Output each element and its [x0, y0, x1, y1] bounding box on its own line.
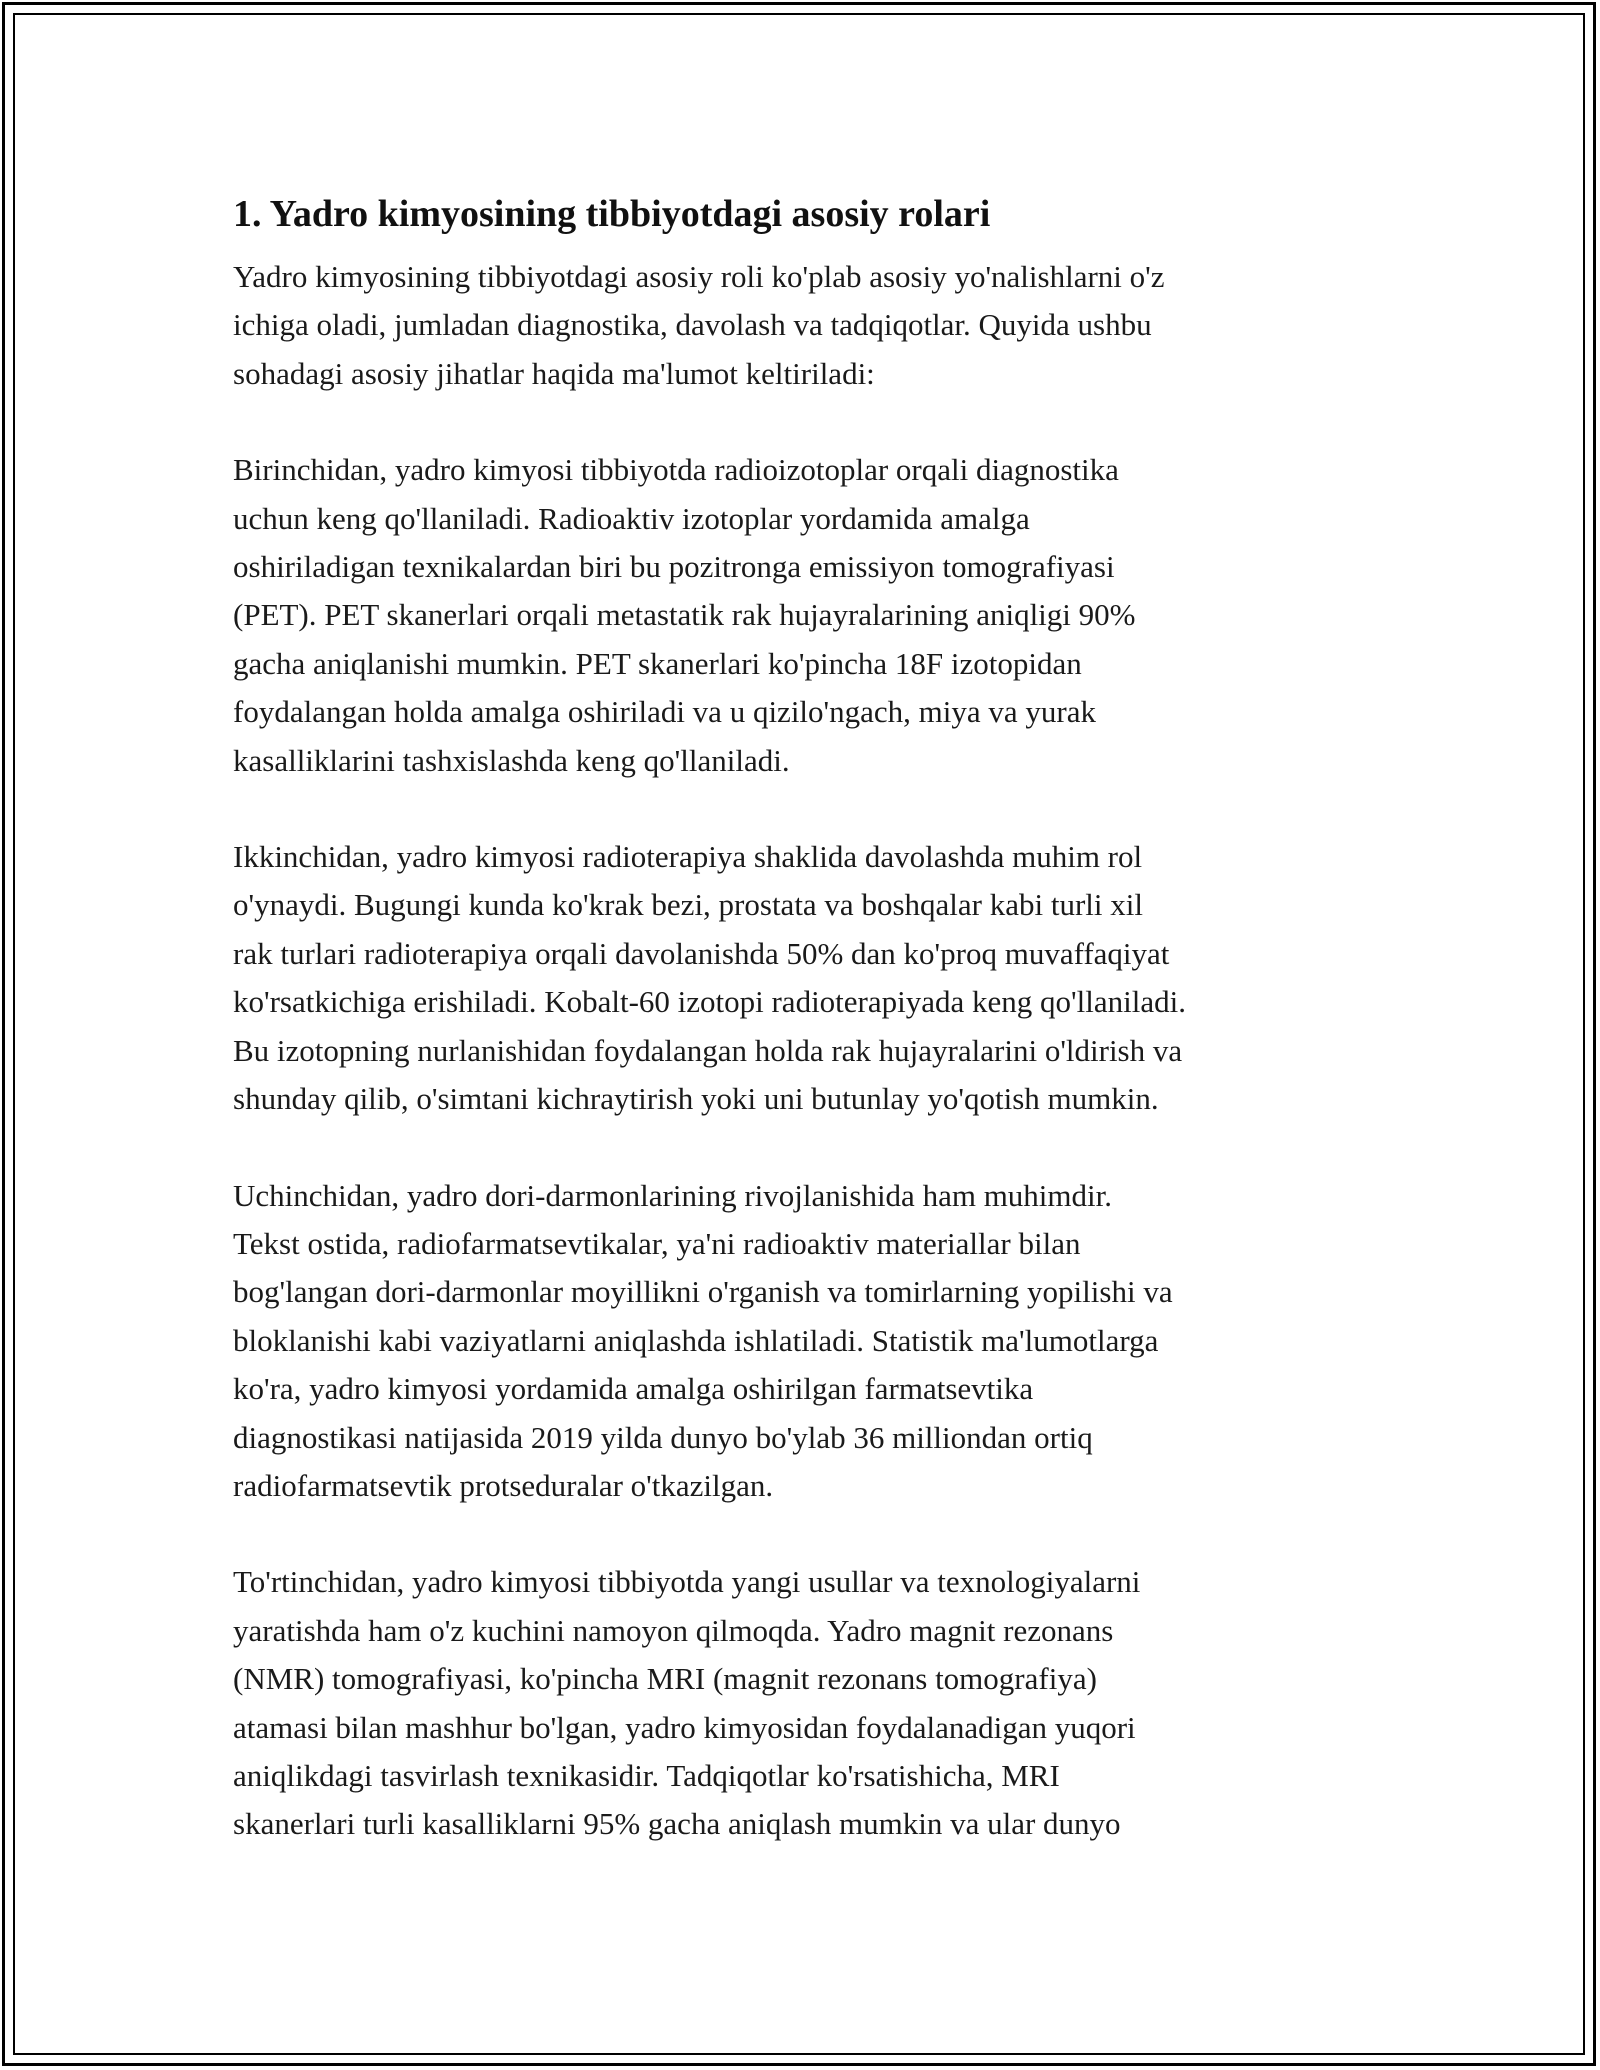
paragraph-intro: Yadro kimyosining tibbiyotdagi asosiy roli ko'plab asosiy yo'nalishlarni o'z ichiga oladi, jumladan diagnostika, davolash va tadqiqotlar. Quyida ushbu sohadagi asosiy jihatlar haqida ma'lumot keltiriladi: [233, 259, 1165, 391]
paragraph-drug-development: Uchinchidan, yadro dori-darmonlarining rivojlanishida ham muhimdir. Tekst ostida, radiofarmatsevtikalar, ya'ni radioaktiv materiallar bilan bog'langan dori-darmonlar moyillikni o'rganish va tomirlarning yopilishi va bloklanishi kabi vaziyatlarni aniqlashda ishlatiladi. Statistik ma'lumotlarga ko'ra, yadro kimyosi yordamida amalga oshirilgan farmatsevtika diagnostikasi natijasida 2019 yilda dunyo bo'ylab 36 milliondan ortiq radiofarmatsevtik protseduralar o'tkazilgan. [233, 1177, 1173, 1503]
section-heading: 1. Yadro kimyosining tibbiyotdagi asosiy rolari [233, 193, 991, 235]
paragraph-diagnostics: Birinchidan, yadro kimyosi tibbiyotda radioizotoplar orqali diagnostika uchun keng qo'llaniladi. Radioaktiv izotoplar yordamida amalga oshiriladigan texnikalardan biri bu pozitronga emissiyon tomografiyasi (PET). PET skanerlari orqali metastatik rak hujayralarining aniqligi 90% gacha aniqlanishi mumkin. PET skanerlari ko'pincha 18F izotopidan foydalangan holda amalga oshiriladi va u qizilo'ngach, miya va yurak kasalliklarini tashxislashda keng qo'llaniladi. [233, 452, 1136, 778]
paragraph-new-technologies: To'rtinchidan, yadro kimyosi tibbiyotda yangi usullar va texnologiyalarni yaratishda ham o'z kuchini namoyon qilmoqda. Yadro magnit rezonans (NMR) tomografiyasi, ko'pincha MRI (magnit rezonans tomografiya) atamasi bilan mashhur bo'lgan, yadro kimyosidan foydalanadigan yuqori aniqlikdagi tasvirlash texnikasidir. Tadqiqotlar ko'rsatishicha, MRI skanerlari turli kasalliklarni 95% gacha aniqlash mumkin va ular dunyo [233, 1564, 1141, 1842]
document-body [233, 185, 1393, 1897]
paragraph-radiotherapy: Ikkinchidan, yadro kimyosi radioterapiya shaklida davolashda muhim rol o'ynaydi. Bugungi kunda ko'krak bezi, prostata va boshqalar kabi turli xil rak turlari radioterapiya orqali davolanishda 50% dan ko'proq muvaffaqiyat ko'rsatkichiga erishiladi. Kobalt-60 izotopi radioterapiyada keng qo'llaniladi. Bu izotopning nurlanishidan foydalangan holda rak hujayralarini o'ldirish va shunday qilib, o'simtani kichraytirish yoki uni butunlay yo'qotish mumkin. [233, 839, 1186, 1117]
